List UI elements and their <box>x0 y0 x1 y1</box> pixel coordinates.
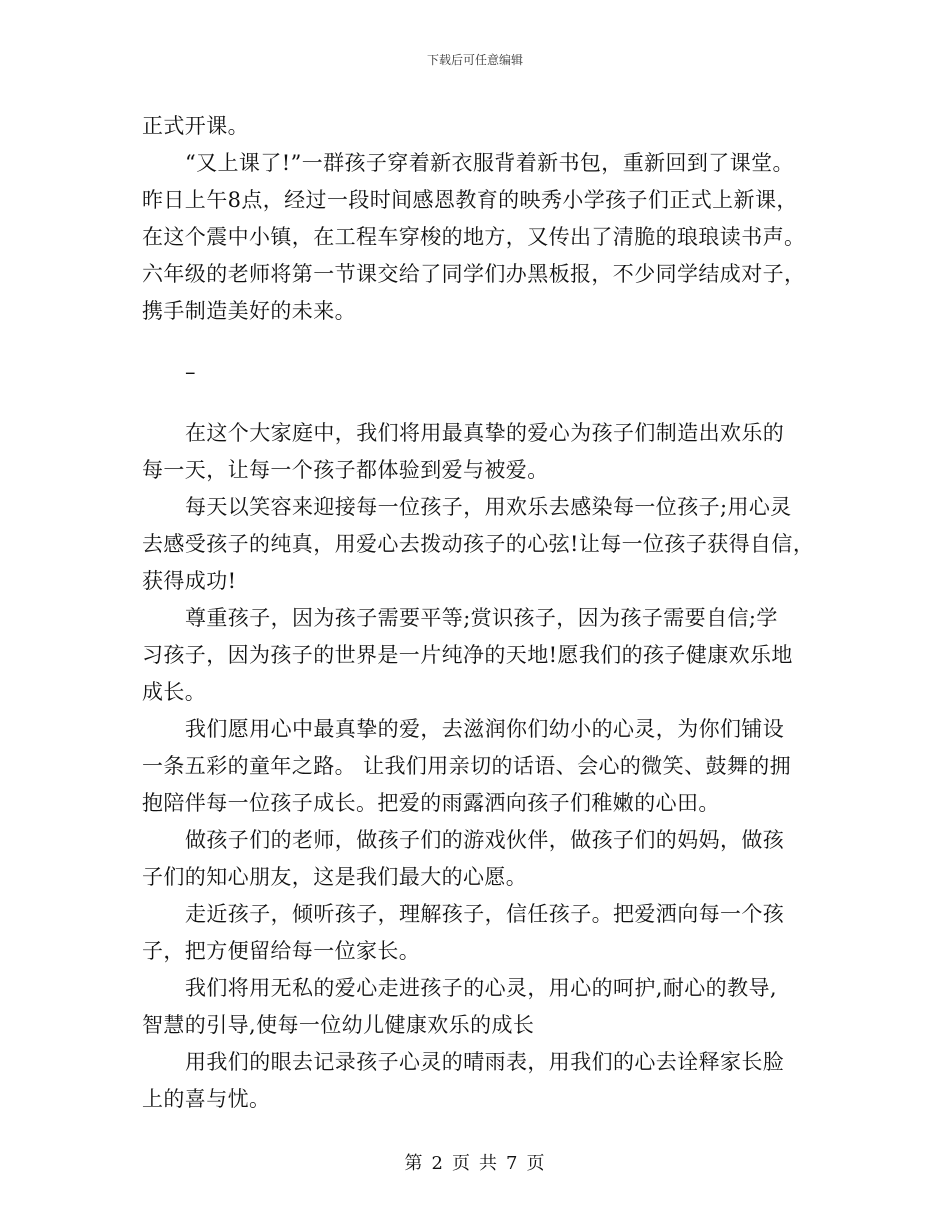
text-line: “又上课了!”一群孩子穿着新衣服背着新书包，重新回到了课堂。 <box>185 151 794 175</box>
text-line: 一条五彩的童年之路。 让我们用亲切的话语、会心的微笑、鼓舞的拥 <box>142 754 792 778</box>
text-line: 子们的知心朋友，这是我们最大的心愿。 <box>142 865 528 889</box>
footer-label: 页 <box>452 1153 471 1174</box>
text-line: 正式开课。 <box>142 114 249 138</box>
footer-label: 共 <box>479 1153 498 1174</box>
paragraph <box>142 415 812 489</box>
text-line: 在这个大家庭中，我们将用最真挚的爱心为孩子们制造出欢乐的 <box>185 421 785 445</box>
text-line: 成长。 <box>142 680 207 704</box>
paragraph <box>142 711 812 822</box>
paragraph <box>142 145 812 330</box>
text-line: 我们将用无私的爱心走进孩子的心灵，用心的呵护,耐心的教导, <box>185 976 777 1000</box>
document-body <box>142 108 815 1118</box>
text-line: 昨日上午8点，经过一段时间感恩教育的映秀小学孩子们正式上新课， <box>142 188 798 212</box>
text-line: 去感受孩子的纯真，用爱心去拨动孩子的心弦!让每一位孩子获得自信， <box>142 532 815 556</box>
text-line: 获得成功! <box>142 569 237 593</box>
footer-label: 第 <box>404 1153 424 1174</box>
text-line: 尊重孩子，因为孩子需要平等;赏识孩子，因为孩子需要自信;学 <box>185 606 778 630</box>
text-line: 抱陪伴每一位孩子成长。把爱的雨露洒向孩子们稚嫩的心田。 <box>142 791 720 815</box>
paragraph <box>142 108 812 145</box>
text-line: 携手制造美好的未来。 <box>142 299 356 323</box>
text-line: 在这个震中小镇，在工程车穿梭的地方，又传出了清脆的琅琅读书声。 <box>142 225 806 249</box>
separator-dash: – <box>185 360 196 384</box>
page-header: 下载后可任意编辑 <box>426 53 523 67</box>
total-page-count: 7 <box>506 1153 519 1174</box>
page-footer <box>0 1152 950 1176</box>
text-line: 走近孩子，倾听孩子，理解孩子，信任孩子。把爱洒向每一个孩 <box>185 902 785 926</box>
footer-label: 页 <box>526 1153 546 1174</box>
text-line: 习孩子，因为孩子的世界是一片纯净的天地!愿我们的孩子健康欢乐地 <box>142 643 793 667</box>
paragraph <box>142 970 812 1044</box>
text-line: 六年级的老师将第一节课交给了同学们办黑板报，不少同学结成对子， <box>142 262 806 286</box>
text-line: 智慧的引导,使每一位幼儿健康欢乐的成长 <box>142 1013 535 1037</box>
text-line: 上的喜与忧。 <box>142 1087 271 1111</box>
paragraph <box>142 896 812 970</box>
paragraph <box>142 822 812 896</box>
paragraph <box>142 1044 812 1118</box>
text-line: 做孩子们的老师，做孩子们的游戏伙伴，做孩子们的妈妈，做孩 <box>185 828 785 852</box>
current-page-number: 2 <box>431 1153 444 1174</box>
text-line: 每天以笑容来迎接每一位孩子，用欢乐去感染每一位孩子;用心灵 <box>185 495 792 519</box>
text-line: 每一天，让每一个孩子都体验到爱与被爱。 <box>142 458 549 482</box>
text-line: 用我们的眼去记录孩子心灵的晴雨表，用我们的心去诠释家长脸 <box>185 1050 785 1074</box>
text-line: 子，把方便留给每一位家长。 <box>142 939 421 963</box>
paragraph <box>142 489 815 600</box>
text-line: 我们愿用心中最真挚的爱，去滋润你们幼小的心灵，为你们铺设 <box>185 717 785 741</box>
paragraph <box>142 600 812 711</box>
